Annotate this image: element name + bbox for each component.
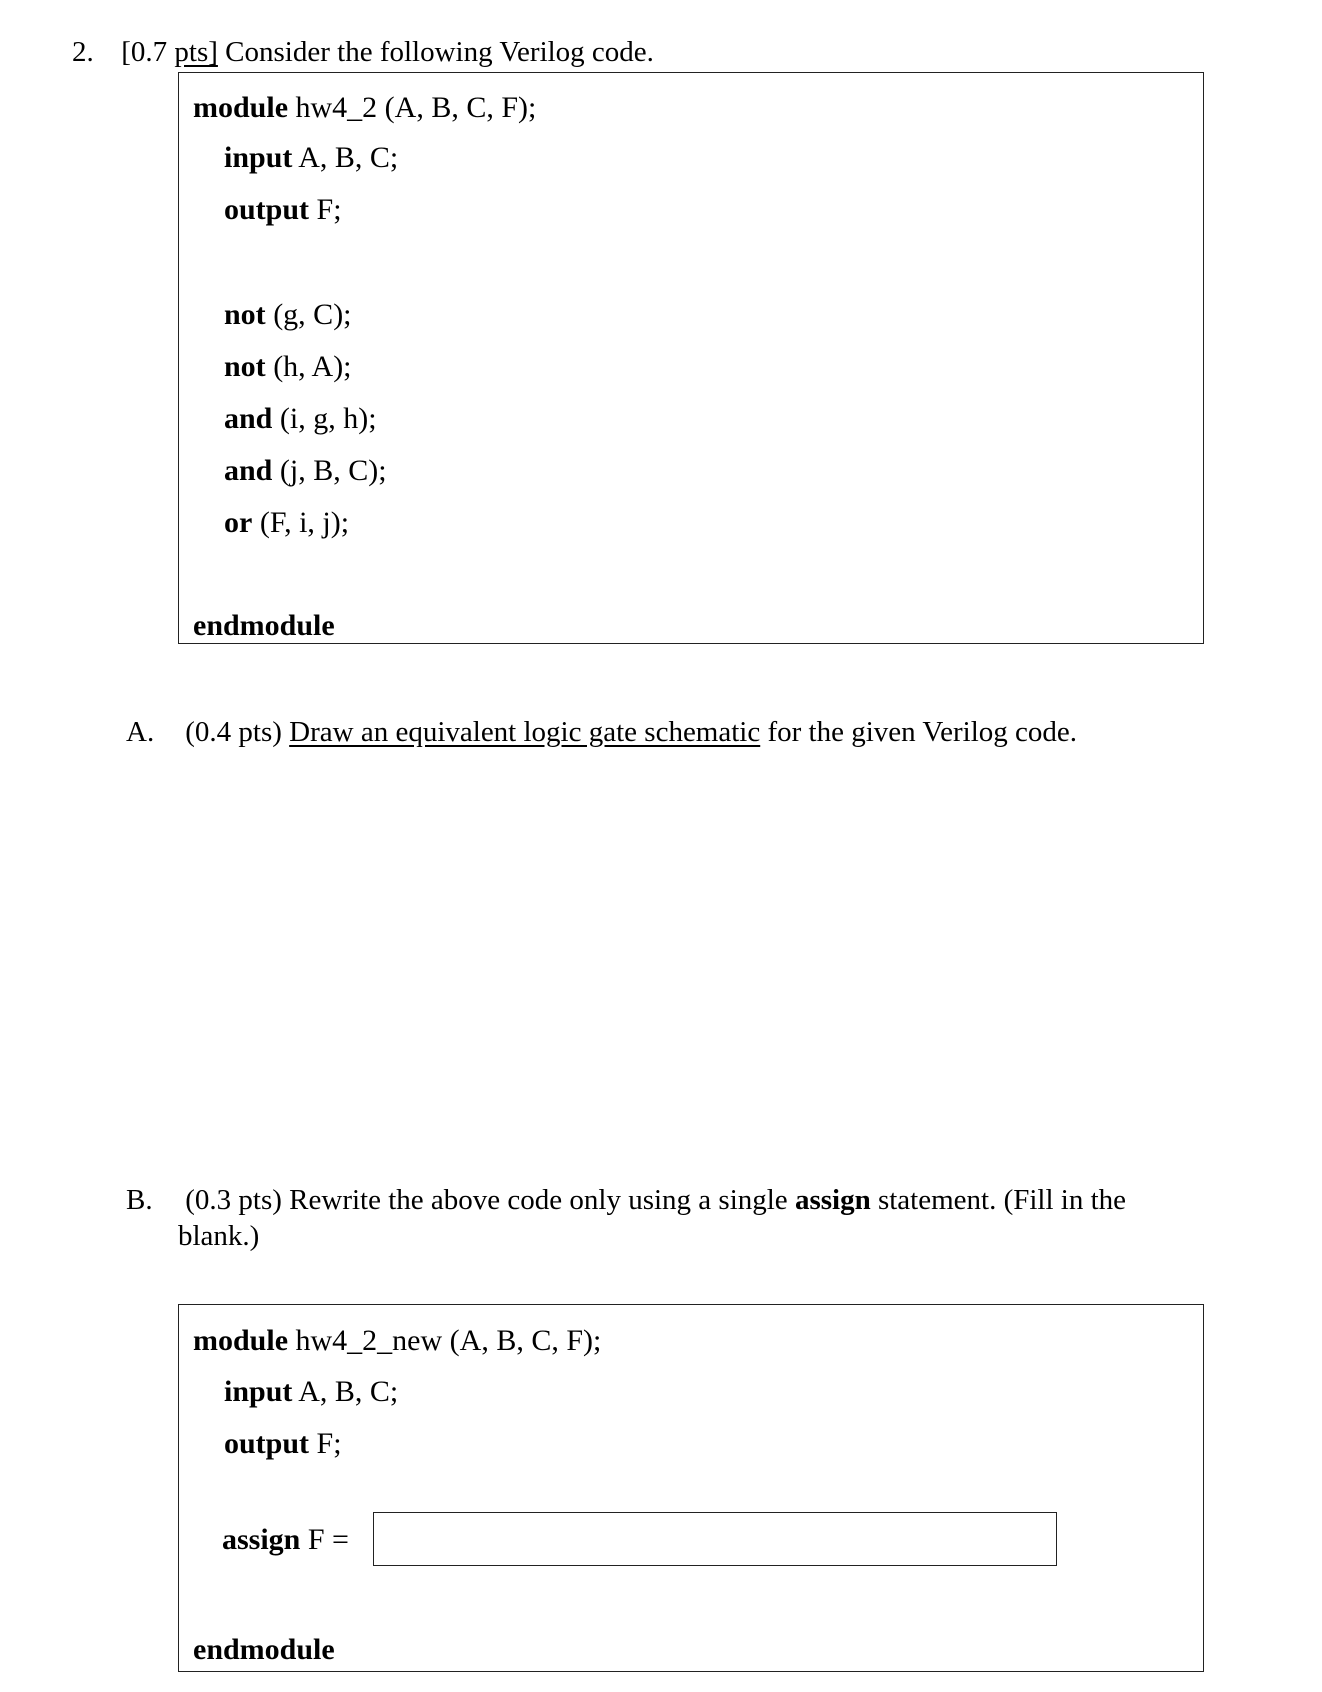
code1-gate-line-4: and (j, B, C); bbox=[224, 454, 387, 487]
code1-gate-line-1: not (g, C); bbox=[224, 298, 352, 331]
part-a-prompt bbox=[126, 714, 1077, 750]
code1-endmodule-line: endmodule bbox=[193, 609, 335, 642]
answer-code-box bbox=[178, 1304, 1204, 1672]
part-b-points: (0.3 pts) bbox=[185, 1184, 282, 1216]
part-b-text1: Rewrite the above code only using a single bbox=[289, 1184, 788, 1216]
code1-module-line: module hw4_2 (A, B, C, F); bbox=[193, 91, 537, 124]
code1-input-line: input A, B, C; bbox=[224, 141, 399, 174]
part-a-rest: for the given Verilog code. bbox=[767, 716, 1077, 748]
code2-input-line: input A, B, C; bbox=[224, 1375, 399, 1408]
part-b-bold-keyword: assign bbox=[794, 1184, 871, 1216]
question-points-underlined: pts] bbox=[174, 36, 218, 68]
part-a-points: (0.4 pts) bbox=[185, 716, 282, 748]
part-b-prompt bbox=[126, 1182, 1126, 1218]
question-points: [0.7 bbox=[121, 36, 168, 68]
code2-output-line: output F; bbox=[224, 1427, 342, 1460]
question-text: Consider the following Verilog code. bbox=[225, 36, 654, 68]
code1-gate-line-3: and (i, g, h); bbox=[224, 402, 377, 435]
part-b-text2: statement. (Fill in the bbox=[877, 1184, 1127, 1216]
part-b-letter: B. bbox=[126, 1184, 153, 1216]
question-number: 2. bbox=[72, 36, 94, 68]
part-a-letter: A. bbox=[126, 716, 155, 748]
code2-module-line: module hw4_2_new (A, B, C, F); bbox=[193, 1324, 602, 1357]
code2-assign-line: assign F = bbox=[222, 1523, 349, 1556]
part-b-prompt-line2: blank.) bbox=[178, 1220, 260, 1252]
assign-answer-blank[interactable] bbox=[373, 1512, 1057, 1566]
code1-output-line: output F; bbox=[224, 193, 342, 226]
code1-gate-line-5: or (F, i, j); bbox=[224, 506, 350, 539]
part-a-underlined-text: Draw an equivalent logic gate schematic bbox=[289, 716, 761, 748]
code1-gate-line-2: not (h, A); bbox=[224, 350, 352, 383]
code2-endmodule-line: endmodule bbox=[193, 1633, 335, 1666]
question-header bbox=[72, 34, 654, 70]
